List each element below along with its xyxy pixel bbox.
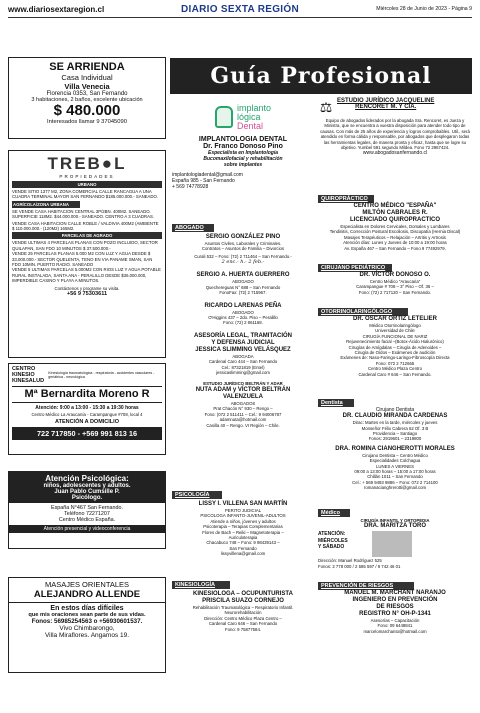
otorrino-l9: Centro Médico Plaza Centro bbox=[368, 366, 422, 372]
masajes-l4: Vivo Chimbarongo, bbox=[59, 625, 115, 632]
abogado3-l2: O'Higgins 437 – 2do. Piso – Peralillo bbox=[208, 315, 278, 321]
prevencion-l2: Fono: 09 6448841 bbox=[377, 623, 413, 629]
otorrino-heading: OTORRINOLARINGÓLOGO bbox=[318, 308, 408, 316]
trebol-logo: TREB●L bbox=[47, 154, 127, 173]
abogado5-l5: Casilla 40 – Rengo. VI Región – Chile. bbox=[206, 422, 280, 428]
kinesalud-phones: 722 717850 - +569 991 813 16 bbox=[12, 427, 162, 440]
trebol-t6: VENDE 5 ULTIMAS PARCELAS 5.000M2 CON RIOS LUZ Y AGUA POTABLE RURAL INSTALADA, SANTA ANA - PERALILLO DESDE $36.000.000, IMPERDIBLE CASINO Y PLAYA A MINUTOS. bbox=[12, 267, 161, 284]
implanto-logo-3: Dental bbox=[236, 120, 263, 131]
section-quiropractico bbox=[318, 195, 472, 251]
section-otorrino bbox=[318, 308, 472, 377]
kinesiologia-heading: KINESIOLOGÍA bbox=[172, 581, 230, 589]
ad-psicologica bbox=[8, 471, 166, 549]
trebol-sec-urbano: URBANO bbox=[12, 181, 162, 188]
dentista-name: DR. CLAUDIO MIRANDA CARDENAS bbox=[342, 413, 448, 420]
doctor-photo bbox=[372, 531, 412, 557]
medico-name: DRA. MARITZA TORO bbox=[364, 523, 426, 530]
section-kinesiologia bbox=[172, 581, 314, 632]
quiropractico-l1: Especialista en Dolores Cervicales, Dorsales y Lumbares bbox=[340, 224, 450, 229]
kinesiologia-l5: Fono: 9 75877584. bbox=[224, 626, 262, 632]
dentista-l8: 09:00 a 13:00 horas – 15:00 a 17:00 horas bbox=[354, 469, 436, 475]
abogado5-l3: Fono: (072 2 511411 – Cel.: 9 94006787 bbox=[204, 411, 282, 417]
otorrino-l8: Fono: 072 2 712665 bbox=[375, 360, 415, 366]
masajes-l5: Villa Miraflores. Angamos 19. bbox=[44, 632, 130, 639]
quiropractico-heading: QUIROPRÁCTICO bbox=[318, 195, 374, 203]
quiropractico-l4: Atención días: Lunes y Jueves de 10:00 a 19:00 horas bbox=[343, 240, 447, 246]
newspaper-title: DIARIO SEXTA REGIÓN bbox=[181, 3, 299, 15]
psico-foot: Atención presencial y videoconferencia bbox=[9, 525, 165, 533]
psicologia-l2: PSICOLOGA INFANTO-JUVENIL-ADULTOS bbox=[200, 513, 286, 519]
abogado4-l3: Cel.: 87321819 (Entel) bbox=[221, 364, 265, 370]
psicologia-l8: San Fernando bbox=[229, 545, 257, 551]
psico-l6: Centro Médico España. bbox=[58, 517, 116, 523]
guia-header bbox=[170, 58, 472, 94]
guia-title: Guía Profesional bbox=[210, 63, 432, 89]
dentista-l4: Fonos: 2919601 – 2319800 bbox=[368, 436, 422, 442]
masajes-l1: En estos días difíciles bbox=[50, 605, 124, 612]
site-url[interactable]: www.diariosextaregion.cl bbox=[8, 4, 105, 14]
cirujano-l1: Centro Médico "Araucaria" bbox=[369, 279, 421, 284]
kinesalud-tag: Kinesiología traumatológica - respiratoria - accidentes vasculares - geriátrica - neurológica bbox=[48, 370, 155, 379]
section-cirujano bbox=[318, 264, 472, 295]
prevencion-l3[interactable]: marcelomarchanto@hotmail.com bbox=[363, 628, 427, 634]
section-abogado bbox=[172, 224, 314, 428]
ad-implantologia bbox=[172, 98, 314, 220]
implanto-phone: + 569 74778928 bbox=[172, 184, 209, 191]
abogado4-name-3: JESSICA SLIMMING VELÁSQUEZ bbox=[195, 346, 291, 353]
dentista-l7: LUNES A VIERNES bbox=[376, 463, 414, 469]
psico-l3: Psicólogo. bbox=[71, 495, 103, 501]
arriendo-l2: Villa Venecia bbox=[64, 82, 110, 91]
otorrino-l2: Universidad de Chile bbox=[375, 328, 415, 334]
abogado5-l1: ABOGADOS bbox=[230, 400, 256, 406]
otorrino-l1: Médico Otorrinolaringólogo bbox=[369, 323, 421, 328]
page-date: Miércoles 28 de Junio de 2023 - Página 9 bbox=[376, 6, 472, 12]
psico-l2: Juan Pablo Cumsille P. bbox=[54, 489, 120, 495]
section-prevencion bbox=[318, 582, 472, 634]
abogado4-l2: Cardenal Caro 444 – San Fernando bbox=[208, 359, 278, 365]
implanto-name: Dr. Franco Donoso Pino bbox=[203, 143, 283, 150]
abogado1-l3: Curali 532 – Fono: (72) 2 711464 – San Fernando.- bbox=[194, 253, 292, 259]
kinesalud-hours: Atención: 9:00 a 13:00 - 15:30 a 19:30 horas bbox=[35, 405, 139, 411]
abogado1-l1: Asuntos Civiles, Laborales y Criminales. bbox=[204, 241, 282, 246]
prevencion-name: MANUEL M. MARCHANT NARANJO bbox=[344, 590, 446, 596]
dentista-name-2: DRA. ROMINA CIANGHEROTTI MORALES bbox=[335, 445, 455, 452]
implanto-logo-2: lógica bbox=[236, 111, 261, 122]
prevencion-l1: Asesorías – Capacitación bbox=[370, 618, 420, 623]
medico-d2: MIÉRCOLES bbox=[318, 537, 348, 544]
psicologia-l7: Chacabuco 748 – Fono: 9 98439143 – bbox=[206, 540, 280, 546]
jaqueline-web[interactable]: www.abogadosanfernando.cl bbox=[362, 150, 428, 157]
medico-d1: ATENCIÓN: bbox=[318, 531, 346, 538]
abogado3-name: RICARDO LARENAS PEÑA bbox=[204, 302, 282, 309]
masajes-l2: que mis oraciones sean parte de sus vidas. bbox=[28, 612, 146, 618]
kinesiologia-l3: Dirección: Centro Médico Plaza Centro – bbox=[204, 615, 282, 621]
trebol-t4: VENDE ULTIMAS 4 PARCELAS PLANAS CON POZO INCLUIDO, SECTOR QUILAPAN, SAN FDO 10 MINUTOS $ 37.500.000.- bbox=[12, 240, 158, 251]
trebol-t3: VENDE CASA HABITACION CALLE ROBLE / VALDIVIA 400M2 (AMBIENTE $ 110.000.000.- (120M2) 165M2. bbox=[12, 220, 159, 232]
kinesalud-brand: CENTRO KINESIO KINESALUD bbox=[12, 366, 45, 384]
dentista-l5: Cirujano Dentista – Centro Médico bbox=[362, 452, 428, 458]
otorrino-l4: Rejuvenecimiento facial –(Botox-Ácido Hialurónico) bbox=[346, 339, 444, 345]
psicologia-name: LISSY I. VILLENA SAN MARTÍN bbox=[198, 501, 288, 507]
abogado2-l1: ABOGADO bbox=[232, 279, 254, 285]
psico-l4: España N°467 San Fernando. bbox=[51, 505, 123, 511]
otorrino-l6: Cirugía de Oídos – Exámenes de audición bbox=[354, 350, 436, 356]
tooth-icon bbox=[215, 106, 233, 128]
psico-l5: Teléfono 72271207 bbox=[64, 511, 110, 517]
dentista-l2: Monseñor Félix Cabrera 62 Of. 3 B bbox=[361, 425, 429, 431]
dentista-l6: Especialidades Colchagua bbox=[369, 458, 421, 464]
abogado3-l3: Fono: (72) 2 861168. bbox=[223, 320, 263, 326]
abogado4-l4[interactable]: jessicaslimming@gmail.com bbox=[215, 370, 271, 376]
abogado1-name: SERGIO GONZÁLEZ PINO bbox=[205, 234, 281, 240]
psicologia-l3: Atiende a niños, jóvenes y adultos bbox=[210, 518, 276, 524]
ad-arriendo bbox=[8, 57, 166, 139]
prevencion-t3: REGISTRO N° OH-P-1341 bbox=[359, 611, 431, 617]
psicologia-l9[interactable]: lissyvillena@gmail.com bbox=[220, 551, 266, 557]
trebol-sec-parcelas: PARCELAS DE AGRADO bbox=[12, 232, 162, 239]
jaqueline-body: Equipo de abogados liderados por la abogada Sra. Rencoret, es Jueza y Ministra, que se encuentra a vuestra disposición para atender todo tipo de causas. Con más de 25 años de experiencia y logros comprobables. Util., será atendido en forma cálida y responsable, por abogados que desplegaron todas las herramientas legales, de manera pronta y eficaz, hasta que se logre su objetivo. Yumbel 591 segundo Mildea. Fono 72 2967424. bbox=[320, 118, 470, 151]
abogado5-name-1: NUTA ADAM y VÍCTOR BELTRÁN bbox=[195, 386, 291, 393]
arriendo-l4: 3 habitaciones, 2 baños, excelente ubicación bbox=[31, 97, 143, 103]
quiropractico-center: CENTRO MÉDICO "ESPAÑA" bbox=[353, 203, 437, 209]
psicologia-l6: Auriculoterapia bbox=[228, 535, 258, 541]
prevencion-heading: PREVENCIÓN DE RIESGOS bbox=[318, 582, 414, 590]
masajes-title: MASAJES ORIENTALES bbox=[44, 580, 130, 589]
arriendo-l1: Casa Individual bbox=[61, 73, 113, 82]
kinesiologia-l1: Rehabilitación Traumatológica – Respiratorio Infantil. bbox=[192, 605, 294, 610]
psicologia-l4: Psicoterapia – Terapias Complementarias bbox=[203, 524, 283, 530]
quiropractico-l3: Masajes Terapéuticos – Relajación – Artritis y Artrosis bbox=[344, 234, 446, 240]
abogado2-l3: FonoFax: (72) 2 715967. bbox=[219, 290, 267, 296]
abogado2-l2: Quechereguas N° 688 – San Fernando bbox=[205, 284, 281, 290]
abogado5-firm: ESTUDIO JURÍDICO BELTRÁN Y ADAR bbox=[203, 381, 283, 387]
dentista-heading: Dentista bbox=[318, 399, 354, 407]
quiropractico-l5: Av. España 467 – San Fernando – Fono 9 77492979. bbox=[344, 245, 446, 251]
arriendo-l3: Florencia 0353, San Fernando bbox=[46, 91, 128, 97]
dentista-l11[interactable]: romanacianghrerotti@gmail.com bbox=[363, 485, 427, 491]
kinesiologia-n1: KINESIOLOGA – OCUPUNTURISTA bbox=[192, 591, 293, 597]
implanto-spec1: Especialista en Implantología bbox=[207, 150, 279, 156]
section-psicologia bbox=[172, 491, 314, 557]
arriendo-contact: Interesados llamar 9 37045090 bbox=[47, 119, 127, 125]
header-rule bbox=[8, 17, 472, 18]
kinesalud-addr: Centro Médico La Araucanía - Carampangue #708, local 4 bbox=[31, 412, 143, 417]
trebol-phone: +56 9 75303611 bbox=[66, 291, 108, 298]
kinesiologia-l2: Neurorehabilitación bbox=[224, 610, 262, 616]
trebol-t1: VENDE SITIO 1377 M2, ZONA COMERCIAL CALLE RANCAGUA A UNA CUADRA TERMINAL MAYOR SAN FERNANDO $185.000.000.- SANEADO. bbox=[12, 189, 159, 200]
prevencion-t2: DE RIESGOS bbox=[376, 604, 414, 610]
abogado1-l2: Contratos – Asuntos de Familia – Divorcios bbox=[201, 246, 285, 252]
abogado-heading: ABOGADO bbox=[172, 224, 214, 232]
ad-jaqueline bbox=[318, 98, 472, 157]
page-header bbox=[8, 2, 472, 16]
abogado4-l1: ABOGADA bbox=[232, 353, 254, 359]
ad-kinesalud bbox=[8, 363, 166, 455]
section-medico bbox=[318, 509, 472, 569]
medico-d3: Y SÁBADO bbox=[318, 543, 345, 550]
cirujano-name: DR. VÍCTOR DONOSO O. bbox=[359, 272, 431, 278]
otorrino-name: DR. OSCAR ORTIZ LETELIER bbox=[353, 316, 437, 322]
dentista-l9: Chillán 1011 – San Fernando bbox=[367, 474, 423, 480]
abogado4-name-1: ASESORÍA LEGAL, TRAMITACIÓN bbox=[194, 332, 292, 339]
otorrino-l3: CIRUGÍA FUNCIONAL DE NARIZ bbox=[362, 333, 428, 339]
implanto-logo-1: implanto bbox=[236, 102, 272, 113]
otorrino-l7: Exámenes de: Naso-Faringo-Laringo-Fibroscopía Directa bbox=[340, 355, 450, 361]
implanto-spec3: sobre implantes bbox=[223, 162, 263, 169]
kinesalud-name: Mª Bernardita Moreno R bbox=[12, 386, 162, 403]
medico-heading: Médico bbox=[318, 509, 350, 517]
implanto-addr: España 985 - San Fernando bbox=[172, 177, 235, 184]
implanto-mail[interactable]: implantologiadental@gmail.com bbox=[172, 171, 243, 178]
trebol-t2: SE VENDE CASA HABITACION CENTRAL 3P/2BN. 400M2. SANEADO. SUPERFICIE 118M2. $44.000.000.- SANEADO. CENTRO A 3 CUADRAS. bbox=[12, 208, 155, 220]
jaqueline-title-2: RENCORET M. Y CÍA. bbox=[355, 104, 417, 110]
abogado2-name: SERGIO A. HUERTA GUERRERO bbox=[196, 272, 290, 279]
abogado5-l4[interactable]: adamnuta@hotmail.com bbox=[219, 417, 267, 423]
quiropractico-title: LICENCIADO QUIROPRACTICO bbox=[350, 217, 440, 223]
implanto-spec2: Bucomaxilofacial y rehabilitación bbox=[203, 156, 283, 163]
ad-trebol bbox=[8, 150, 166, 358]
abogado4-name-2: Y DEFENSA JUDICIAL bbox=[211, 339, 275, 346]
section-dentista bbox=[318, 399, 472, 491]
cirujano-heading: CIRUJANO PEDIÁTRICO bbox=[318, 264, 392, 272]
psicologia-l1: PERITO JUDICIAL bbox=[224, 508, 262, 513]
dentista-l3: Providencia – Santiago bbox=[372, 431, 418, 437]
implanto-title: IMPLANTOLOGIA DENTAL bbox=[198, 136, 288, 143]
ad-masajes bbox=[8, 577, 166, 673]
medico-l1: Dirección: Manuel Rodríguez 525 bbox=[318, 558, 382, 564]
psico-title: Atención Psicológica: bbox=[45, 474, 129, 483]
abogado1-note: 2 enc.- h.- 2 feb.- bbox=[221, 259, 265, 266]
cirujano-l2: Carampangue # 708 – 3° Piso – Of. 36 – bbox=[356, 284, 434, 290]
trebol-sub: PROPIEDADES bbox=[59, 174, 115, 179]
psico-l1: niños, adolescentes y adultos. bbox=[43, 483, 131, 489]
masajes-l3: Fonos: 56985254563 o +56930601537. bbox=[31, 618, 143, 625]
abogado3-l1: ABOGADO bbox=[232, 309, 254, 315]
otorrino-l5: Cirugías de Amígdalas – Cirugía de Adenoides – bbox=[348, 344, 442, 350]
kinesiologia-n2: PRISCILA SUAZO CORNEJO bbox=[202, 598, 284, 604]
otorrino-l10: Cardenal Caro # 646 – San Fernando. bbox=[358, 371, 432, 377]
masajes-name: ALEJANDRO ALLENDE bbox=[9, 589, 165, 603]
medico-c1: CIRUGÍA INFANTIL Y ORTOPEDIA bbox=[360, 518, 430, 523]
quiropractico-l2: Tendinitis, Corrección Postural Escoliosis, Discopatía (Hernia Discal) bbox=[329, 229, 461, 235]
quiropractico-name: MILTÓN CABRALES R. bbox=[362, 210, 428, 216]
abogado5-name-2: VALENZUELA bbox=[223, 393, 263, 400]
prevencion-t1: INGENIERO EN PREVENCIÓN bbox=[352, 597, 438, 603]
cirujano-l3: Fono: (72) 2 717120 – San Fernando. bbox=[358, 289, 432, 295]
dentista-l1: Dirac: Martes en la tarde, miércoles y jueves bbox=[352, 420, 438, 426]
medico-l2: Fonos: 2 778 000 / 2 585 597 / 9 742 46 01 bbox=[318, 563, 401, 569]
arriendo-price: $ 480.000 bbox=[53, 102, 121, 119]
trebol-cta: Contáctenos y programe su visita. bbox=[54, 285, 120, 291]
jaqueline-title-1: ESTUDIO JURÍDICO JACQUELINE bbox=[337, 98, 435, 104]
dentista-l10: Cel.: + 569 9493 9886 – Fono: 072 2 714100 bbox=[352, 479, 438, 485]
kinesiologia-l4: Cardenal Caro 646 – San Fernando bbox=[208, 621, 278, 627]
psicologia-l5: Flores de Bach – Reiki – Magnetoterapia – bbox=[202, 529, 284, 535]
kinesalud-domicilio: ATENCIÓN A DOMICILIO bbox=[55, 419, 119, 425]
trebol-t5: VENDE 25 PARCELAS PLANAS 5.000 M2 CON LUZ Y AGUA DESDE $ 33.000.000.- SECTOR QUELENTA, TENO EN VIA PANAME SMAN, SAN FDO 10MIN. PUERTO RADIO. SANEADO bbox=[12, 251, 153, 268]
dentista-c1: Cirujano Dentista bbox=[375, 407, 415, 413]
psicologia-heading: PSICOLOGÍA bbox=[172, 491, 222, 499]
scales-icon: ⚖ bbox=[319, 99, 333, 115]
trebol-sec-agricola: AGRÍCOLA/ZONA URBANA bbox=[12, 201, 80, 208]
abogado5-l2: Prat Chacón N° 930 – Rengo – bbox=[213, 406, 273, 412]
arriendo-title: SE ARRIENDA bbox=[49, 61, 125, 73]
